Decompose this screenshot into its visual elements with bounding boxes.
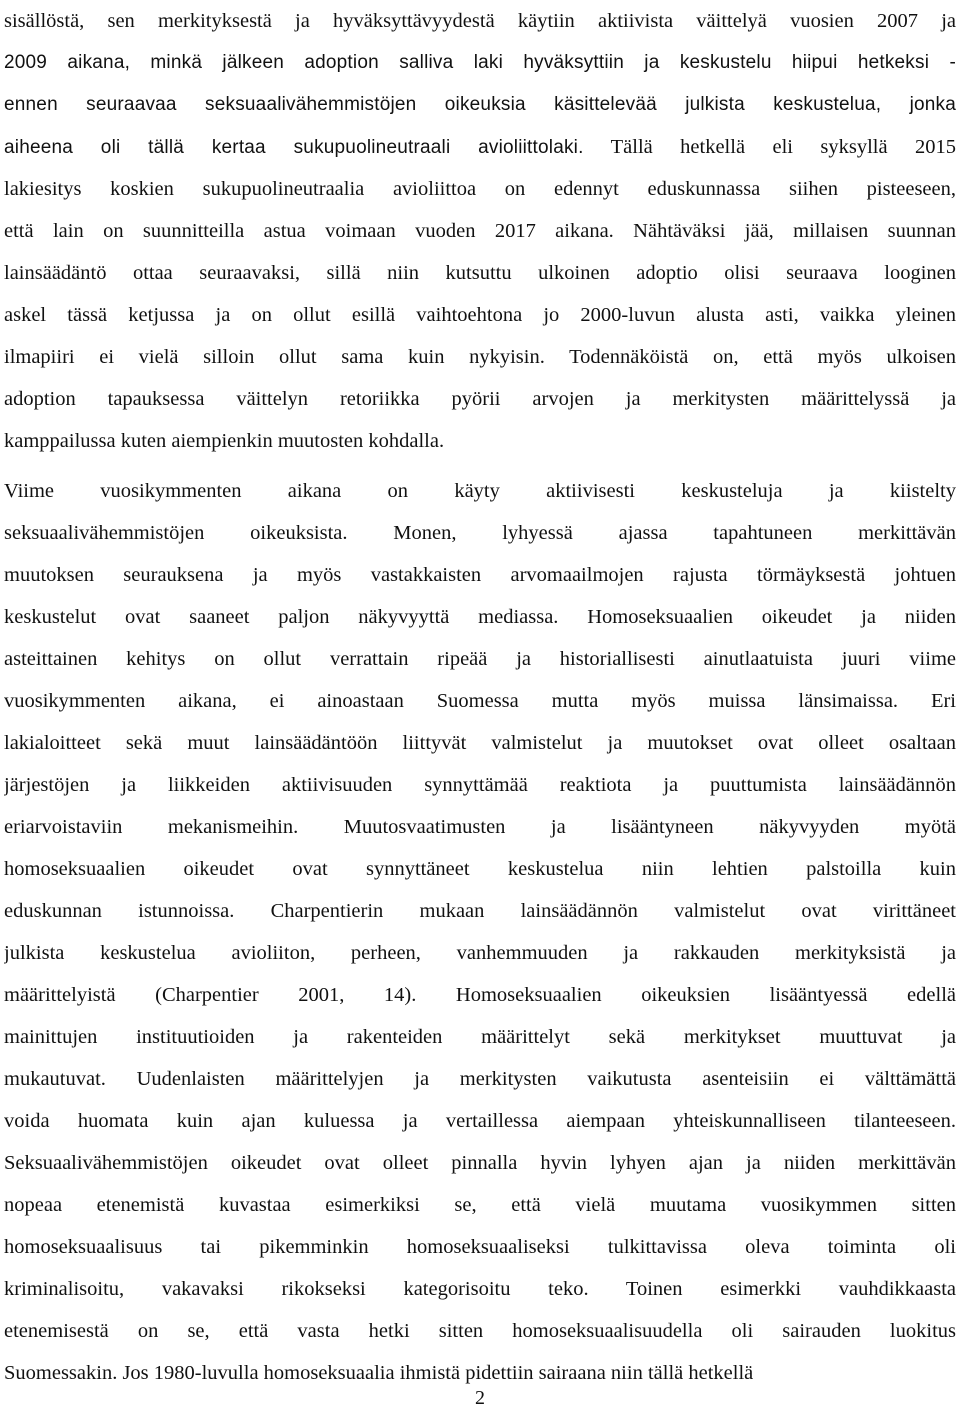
text-line (4, 0, 956, 42)
text-segment: Seksuaalivähemmistöjen oikeudet ovat olleet pinnalla hyvin lyhyen ajan ja niiden merkittävän (4, 1152, 956, 1174)
text-line (4, 168, 956, 210)
text-line (4, 1142, 956, 1184)
text-line (4, 638, 956, 680)
text-line (4, 252, 956, 294)
paragraph (4, 470, 956, 1394)
text-line (4, 596, 956, 638)
text-line (4, 126, 956, 168)
text-segment: asteittainen kehitys on ollut verrattain ripeää ja historiallisesti ainutlaatuista juuri viime (4, 648, 956, 670)
text-segment: Suomessakin. Jos 1980-luvulla homoseksuaalia ihmistä pidettiin sairaana niin tällä hetkellä (4, 1362, 754, 1384)
text-segment: lainsäädäntö ottaa seuraavaksi, sillä niin kutsuttu ulkoinen adoptio olisi seuraava looginen (4, 262, 956, 284)
text-line (4, 890, 956, 932)
text-line (4, 806, 956, 848)
text-line (4, 378, 956, 420)
document-page (4, 0, 956, 1410)
text-segment: etenemisestä on se, että vasta hetki sitten homoseksuaalisuudella oli sairauden luokitus (4, 1320, 956, 1342)
text-line (4, 974, 956, 1016)
text-line (4, 932, 956, 974)
text-line (4, 1184, 956, 1226)
text-segment: voida huomata kuin ajan kuluessa ja vertaillessa aiempaan yhteiskunnalliseen tilanteeseen. (4, 1110, 956, 1132)
text-segment: kamppailussa kuten aiempienkin muutosten kohdalla. (4, 430, 445, 452)
text-segment: Tällä hetkellä eli syksyllä 2015 (583, 136, 956, 158)
text-line (4, 512, 956, 554)
text-line (4, 294, 956, 336)
text-line (4, 848, 956, 890)
text-line (4, 210, 956, 252)
text-line (4, 1310, 956, 1352)
text-segment: homoseksuaalisuus tai pikemminkin homoseksuaaliseksi tulkittavissa oleva toiminta oli (4, 1236, 956, 1258)
text-line (4, 764, 956, 806)
text-segment: adoption tapauksessa väittelyn retoriikka pyörii arvojen ja merkitysten määrittelyssä ja (4, 388, 956, 410)
text-line (4, 42, 956, 84)
text-segment: sisällöstä, sen merkityksestä ja hyväksyttävyydestä käytiin aktiivista väittelyä vuosien 2007 ja (4, 10, 956, 32)
text-segment: vuosikymmenten aikana, ei ainoastaan Suomessa mutta myös muissa länsimaissa. Eri (4, 690, 956, 712)
text-segment: nopeaa etenemistä kuvastaa esimerkiksi se, että vielä muutama vuosikymmen sitten (4, 1194, 956, 1216)
text-line (4, 554, 956, 596)
text-segment: aiheena oli tällä kertaa sukupuolineutraali avioliittolaki. (4, 137, 584, 158)
text-segment: lakiesitys koskien sukupuolineutraalia avioliittoa on edennyt eduskunnassa siihen pisteeseen, (4, 178, 956, 200)
text-line (4, 84, 956, 126)
text-line (4, 1058, 956, 1100)
text-line (4, 1268, 956, 1310)
text-segment: muutoksen seurauksena ja myös vastakkaisten arvomaailmojen rajusta törmäyksestä johtuen (4, 564, 956, 586)
text-segment: Viime vuosikymmenten aikana on käyty aktiivisesti keskusteluja ja kiistelty (4, 480, 956, 502)
paragraph (4, 0, 956, 462)
text-segment: ilmapiiri ei vielä silloin ollut sama kuin nykyisin. Todennäköistä on, että myös ulkoisen (4, 346, 956, 368)
text-line (4, 336, 956, 378)
text-segment: lakialoitteet sekä muut lainsäädäntöön liittyvät valmistelut ja muutokset ovat olleet osaltaan (4, 732, 956, 754)
text-segment: 2009 aikana, minkä jälkeen adoption salliva laki hyväksyttiin ja keskustelu hiipui hetkeksi - (4, 52, 956, 73)
text-segment: mukautuvat. Uudenlaisten määrittelyjen ja merkitysten vaikutusta asenteisiin ei välttämättä (4, 1068, 956, 1090)
text-segment: homoseksuaalien oikeudet ovat synnyttäneet keskustelua niin lehtien palstoilla kuin (4, 858, 956, 880)
text-line (4, 420, 956, 462)
text-line (4, 1226, 956, 1268)
text-line (4, 470, 956, 512)
text-line (4, 722, 956, 764)
text-line (4, 1016, 956, 1058)
text-segment: julkista keskustelua avioliiton, perheen, vanhemmuuden ja rakkauden merkityksistä ja (4, 942, 956, 964)
text-segment: eriarvoistaviin mekanismeihin. Muutosvaatimusten ja lisääntyneen näkyvyyden myötä (4, 816, 956, 838)
text-line (4, 680, 956, 722)
text-segment: keskustelut ovat saaneet paljon näkyvyyttä mediassa. Homoseksuaalien oikeudet ja niiden (4, 606, 956, 628)
text-line (4, 1100, 956, 1142)
text-segment: kriminalisoitu, vakavaksi rikokseksi kategorisoitu teko. Toinen esimerkki vauhdikkaasta (4, 1278, 956, 1300)
text-segment: määrittelyistä (Charpentier 2001, 14). Homoseksuaalien oikeuksien lisääntyessä edellä (4, 984, 956, 1006)
text-segment: mainittujen instituutioiden ja rakenteiden määrittelyt sekä merkitykset muuttuvat ja (4, 1026, 956, 1048)
text-segment: seksuaalivähemmistöjen oikeuksista. Monen, lyhyessä ajassa tapahtuneen merkittävän (4, 522, 956, 544)
text-segment: eduskunnan istunnoissa. Charpentierin mukaan lainsäädännön valmistelut ovat virittäneet (4, 900, 956, 922)
page-number: 2 (475, 1387, 485, 1409)
text-segment: askel tässä ketjussa ja on ollut esillä vaihtoehtona jo 2000-luvun alusta asti, vaikka yleinen (4, 304, 956, 326)
text-segment: että lain on suunnitteilla astua voimaan vuoden 2017 aikana. Nähtäväksi jää, millaisen suunnan (4, 220, 956, 242)
text-segment: järjestöjen ja liikkeiden aktiivisuuden synnyttämää reaktiota ja puuttumista lainsäädännön (4, 774, 956, 796)
text-segment: ennen seuraavaa seksuaalivähemmistöjen oikeuksia käsittelevää julkista keskustelua, jonka (4, 94, 956, 115)
